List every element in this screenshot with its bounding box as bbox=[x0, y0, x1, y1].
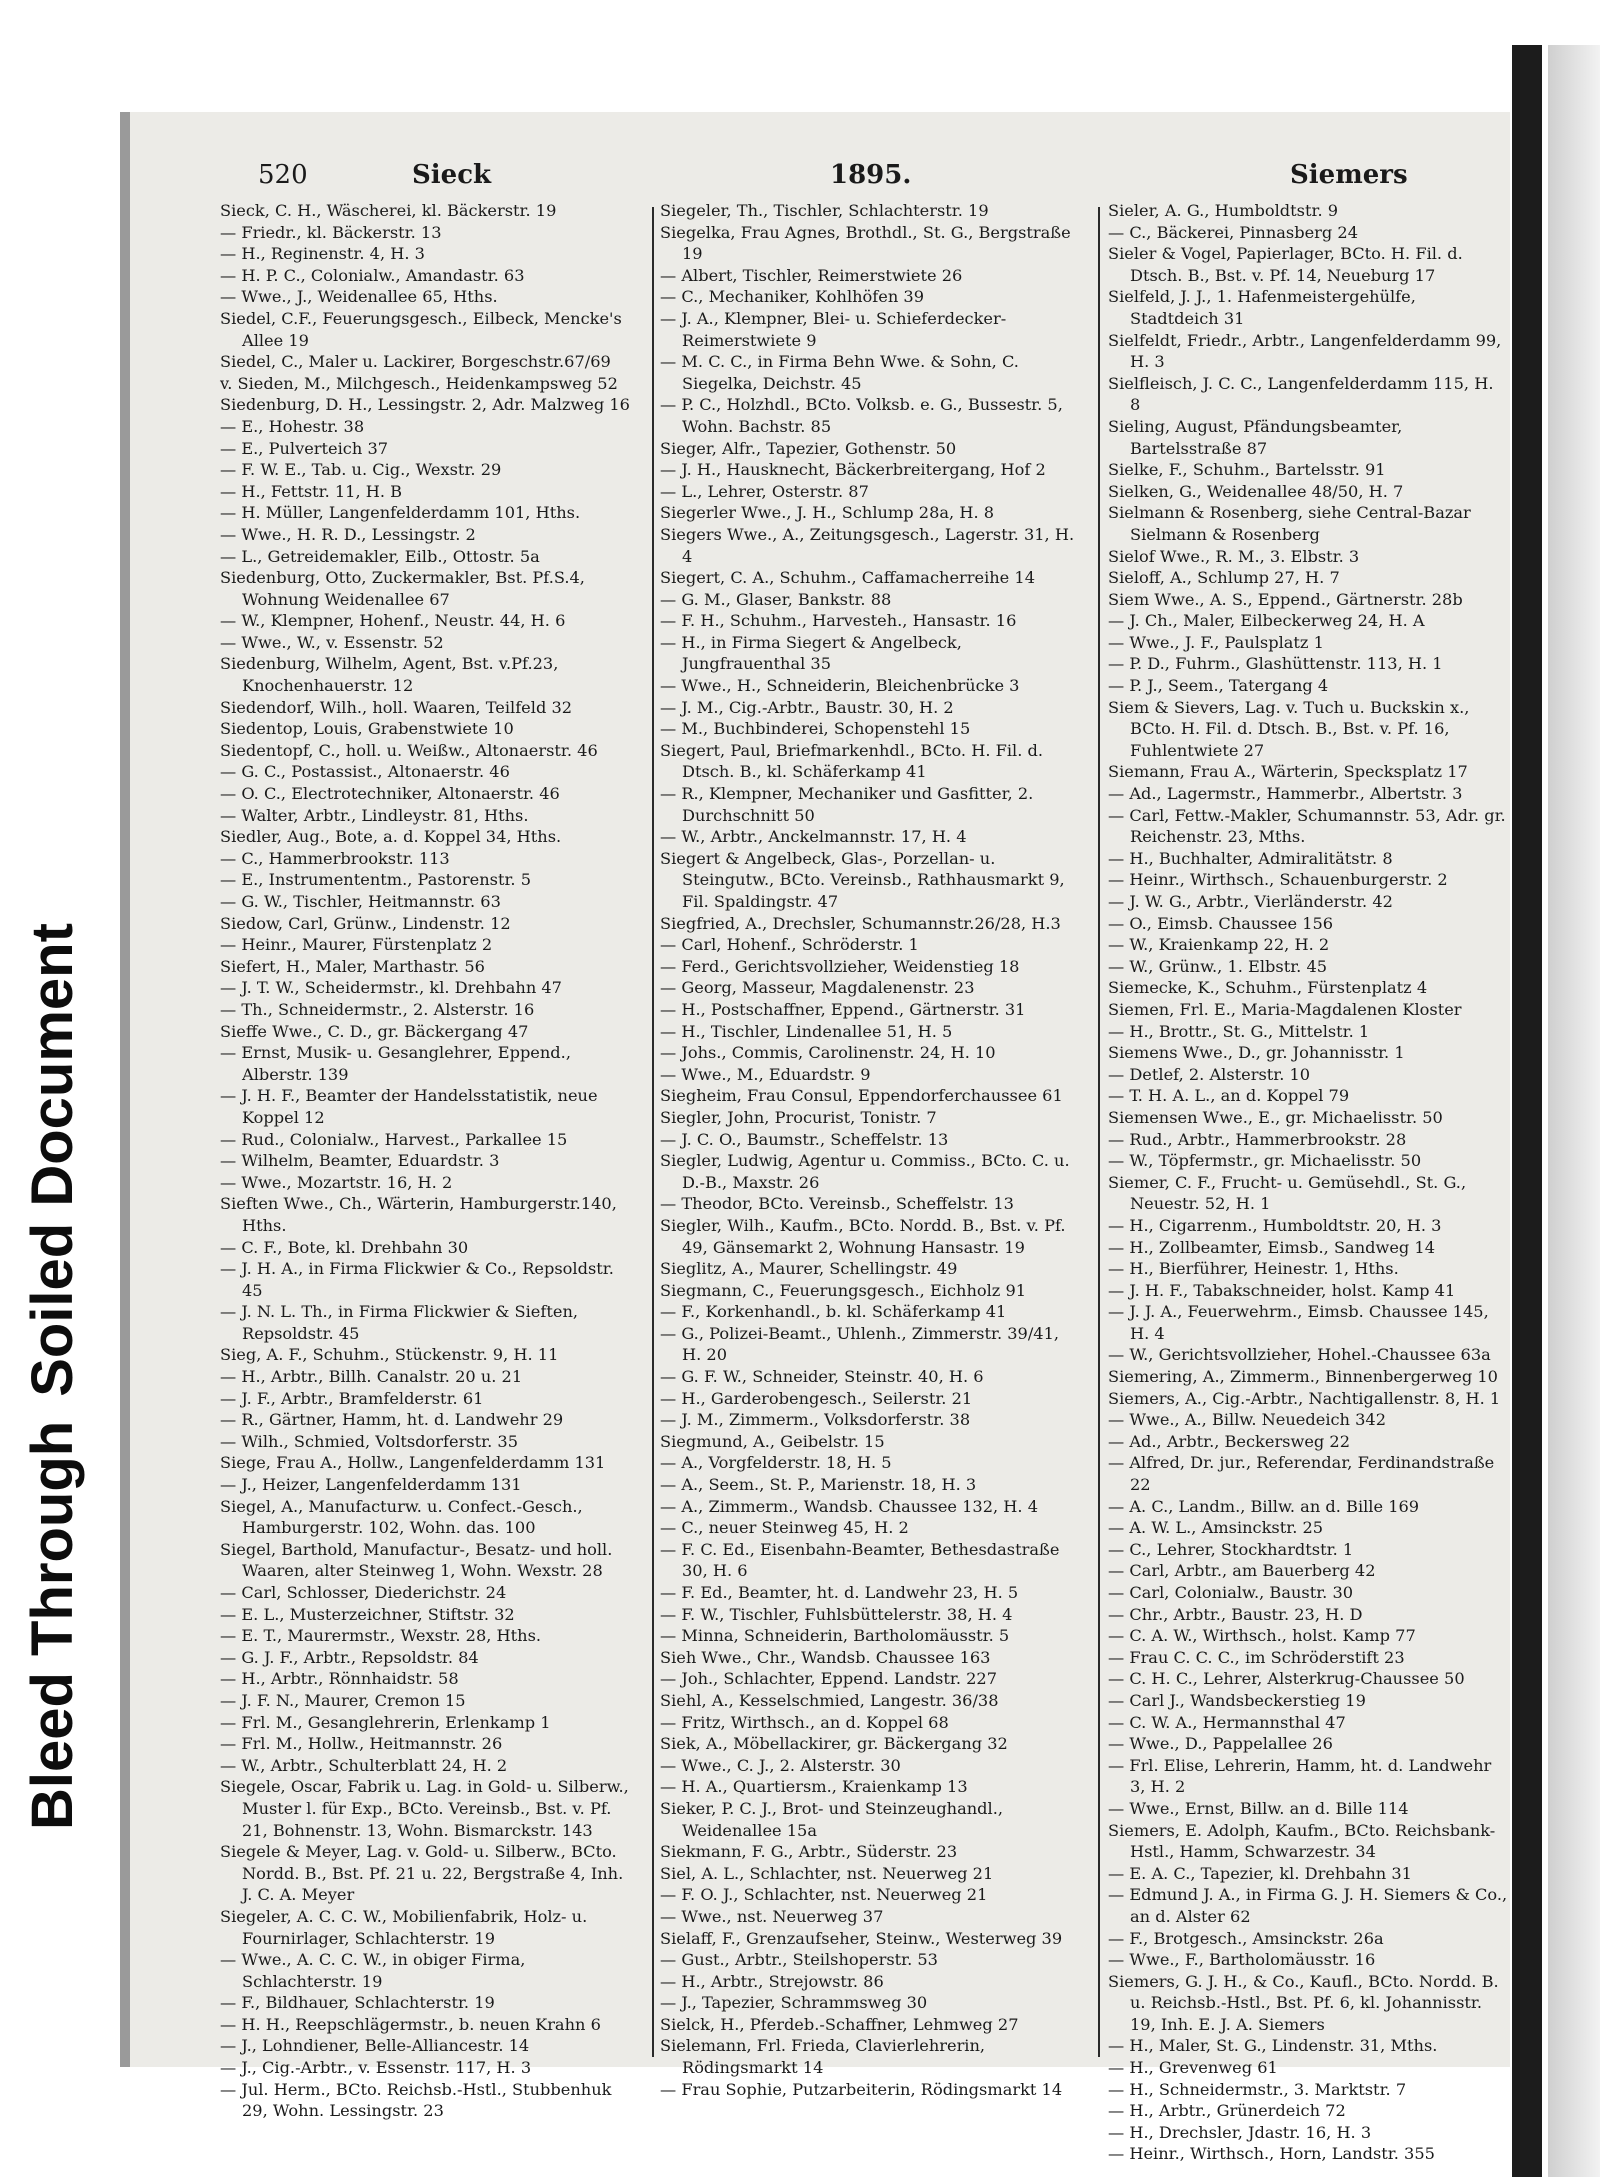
directory-entry: Siegel, Barthold, Manufactur-, Besatz- und holl. Waaren, alter Steinweg 1, Wohn. Wexstr. 28 bbox=[220, 1539, 613, 1581]
directory-entry: — Albert, Tischler, Reimerstwiete 26 bbox=[660, 265, 963, 285]
directory-entry: — Fritz, Wirthsch., an d. Koppel 68 bbox=[660, 1712, 949, 1732]
directory-page bbox=[130, 112, 1510, 2164]
directory-entry: — H. P. C., Colonialw., Amandastr. 63 bbox=[220, 265, 525, 285]
directory-entry: — F., Bildhauer, Schlachterstr. 19 bbox=[220, 1993, 495, 2013]
directory-entry: — J. F. N., Maurer, Cremon 15 bbox=[220, 1690, 466, 1710]
directory-entry: — Heinr., Wirthsch., Schauenburgerstr. 2 bbox=[1108, 870, 1448, 890]
directory-entry: — H., Garderobengesch., Seilerstr. 21 bbox=[660, 1388, 973, 1408]
directory-entry: — M. C. C., in Firma Behn Wwe. & Sohn, C. Siegelka, Deichstr. 45 bbox=[660, 352, 1019, 393]
directory-entry: v. Sieden, M., Milchgesch., Heidenkampsweg 52 bbox=[220, 373, 618, 393]
directory-entry: — Johs., Commis, Carolinenstr. 24, H. 10 bbox=[660, 1043, 996, 1063]
directory-entry: Sieg, A. F., Schuhm., Stückenstr. 9, H. 11 bbox=[220, 1345, 559, 1365]
directory-entry: Siem Wwe., A. S., Eppend., Gärtnerstr. 28b bbox=[1108, 589, 1463, 609]
directory-entry: — C. A. W., Wirthsch., holst. Kamp 77 bbox=[1108, 1626, 1416, 1646]
directory-entry: — H., Reginenstr. 4, H. 3 bbox=[220, 244, 425, 264]
directory-entry: Siedentopf, C., holl. u. Weißw., Altonaerstr. 46 bbox=[220, 740, 598, 760]
directory-entry: Sieglitz, A., Maurer, Schellingstr. 49 bbox=[660, 1259, 958, 1279]
directory-entry: — M., Buchbinderei, Schopenstehl 15 bbox=[660, 719, 971, 739]
directory-entry: Sielaff, F., Grenzaufseher, Steinw., Westerweg 39 bbox=[660, 1928, 1063, 1948]
directory-entry: Siehl, A., Kesselschmied, Langestr. 36/38 bbox=[660, 1690, 999, 1710]
directory-entry: — Carl, Arbtr., am Bauerberg 42 bbox=[1108, 1561, 1376, 1581]
page-header bbox=[130, 160, 1510, 200]
directory-entry: — H., Bierführer, Heinestr. 1, Hths. bbox=[1108, 1259, 1399, 1279]
directory-entry: — Wwe., M., Eduardstr. 9 bbox=[660, 1064, 871, 1084]
directory-entry: — E., Pulverteich 37 bbox=[220, 438, 389, 458]
directory-entry: Siemen, Frl. E., Maria-Magdalenen Kloster bbox=[1108, 999, 1462, 1019]
directory-entry: — H., Drechsler, Jdastr. 16, H. 3 bbox=[1108, 2122, 1372, 2142]
directory-entry: — C., Hammerbrookstr. 113 bbox=[220, 848, 450, 868]
directory-entry: — C. W. A., Hermannsthal 47 bbox=[1108, 1712, 1346, 1732]
directory-entry: — H., Arbtr., Grünerdeich 72 bbox=[1108, 2101, 1346, 2121]
directory-entry: Siegfried, A., Drechsler, Schumannstr.26/28, H.3 bbox=[660, 913, 1061, 933]
directory-entry: — H., Brottr., St. G., Mittelstr. 1 bbox=[1108, 1021, 1370, 1041]
directory-entry: — A. C., Landm., Billw. an d. Bille 169 bbox=[1108, 1496, 1420, 1516]
scan-edge-bar bbox=[1512, 45, 1542, 2177]
directory-entry: Sieler, A. G., Humboldtstr. 9 bbox=[1108, 201, 1339, 220]
directory-entry: — L., Lehrer, Osterstr. 87 bbox=[660, 481, 869, 501]
directory-entry: — J. H. F., Tabakschneider, holst. Kamp 41 bbox=[1108, 1280, 1456, 1300]
directory-entry: — Georg, Masseur, Magdalenenstr. 23 bbox=[660, 978, 975, 998]
directory-entry: — F. W. E., Tab. u. Cig., Wexstr. 29 bbox=[220, 460, 502, 480]
directory-entry: — H., Cigarrenm., Humboldtstr. 20, H. 3 bbox=[1108, 1215, 1442, 1235]
directory-entry: Sielck, H., Pferdeb.-Schaffner, Lehmweg 27 bbox=[660, 2014, 1019, 2034]
directory-entry: — H., Arbtr., Billh. Canalstr. 20 u. 21 bbox=[220, 1367, 523, 1387]
directory-entry: Sieker, P. C. J., Brot- und Steinzeughandl., Weidenallee 15a bbox=[660, 1798, 1004, 1840]
directory-entry: Siegmund, A., Geibelstr. 15 bbox=[660, 1431, 885, 1451]
directory-entry: Siegler, Wilh., Kaufm., BCto. Nordd. B., Bst. v. Pf. 49, Gänsemarkt 2, Wohnung Hansastr. 19 bbox=[660, 1215, 1066, 1257]
directory-entry: — W., Töpfermstr., gr. Michaelisstr. 50 bbox=[1108, 1151, 1422, 1171]
directory-entry: Sielfeldt, Friedr., Arbtr., Langenfelderdamm 99, H. 3 bbox=[1108, 330, 1502, 372]
directory-entry: — H., Buchhalter, Admiralitätstr. 8 bbox=[1108, 848, 1393, 868]
directory-entry: Sielfeld, J. J., 1. Hafenmeistergehülfe, Stadtdeich 31 bbox=[1108, 287, 1416, 328]
directory-entry: — F. H., Schuhm., Harvesteh., Hansastr. 16 bbox=[660, 611, 1017, 631]
directory-entry: Siek, A., Möbellackirer, gr. Bäckergang 32 bbox=[660, 1734, 1008, 1754]
directory-entry: — A., Vorgfelderstr. 18, H. 5 bbox=[660, 1453, 892, 1473]
directory-column-2 bbox=[660, 200, 1078, 2099]
directory-entry: — C., neuer Steinweg 45, H. 2 bbox=[660, 1518, 909, 1538]
directory-entry: Siedow, Carl, Grünw., Lindenstr. 12 bbox=[220, 913, 511, 933]
directory-entry: — Ferd., Gerichtsvollzieher, Weidenstieg 18 bbox=[660, 956, 1020, 976]
directory-entry: — O., Eimsb. Chaussee 156 bbox=[1108, 913, 1334, 933]
directory-entry: — J. J. A., Feuerwehrm., Eimsb. Chaussee 145, H. 4 bbox=[1108, 1302, 1489, 1343]
directory-entry: — W., Kraienkamp 22, H. 2 bbox=[1108, 935, 1330, 955]
directory-entry: Siefert, H., Maler, Marthastr. 56 bbox=[220, 956, 485, 976]
directory-entry: Siegeler, Th., Tischler, Schlachterstr. 19 bbox=[660, 201, 989, 220]
directory-entry: — Frau Sophie, Putzarbeiterin, Rödingsmarkt 14 bbox=[660, 2079, 1063, 2099]
directory-entry: — L., Getreidemakler, Eilb., Ottostr. 5a bbox=[220, 546, 540, 566]
directory-entry: Sielken, G., Weidenallee 48/50, H. 7 bbox=[1108, 481, 1404, 501]
header-year: 1895. bbox=[830, 160, 912, 190]
directory-entry: Sieger, Alfr., Tapezier, Gothenstr. 50 bbox=[660, 438, 957, 458]
directory-entry: — H., Zollbeamter, Eimsb., Sandweg 14 bbox=[1108, 1237, 1436, 1257]
directory-entry: — E., Hohestr. 38 bbox=[220, 416, 365, 436]
directory-entry: Siedendorf, Wilh., holl. Waaren, Teilfeld 32 bbox=[220, 697, 573, 717]
directory-entry: — Carl, Schlosser, Diederichstr. 24 bbox=[220, 1583, 507, 1602]
directory-entry: Siegheim, Frau Consul, Eppendorferchaussee 61 bbox=[660, 1086, 1063, 1106]
directory-entry: — C., Mechaniker, Kohlhöfen 39 bbox=[660, 287, 925, 307]
directory-entry: Siemann, Frau A., Wärterin, Specksplatz 17 bbox=[1108, 762, 1468, 782]
directory-entry: — C. F., Bote, kl. Drehbahn 30 bbox=[220, 1237, 469, 1257]
directory-entry: Sieloff, A., Schlump 27, H. 7 bbox=[1108, 568, 1340, 588]
directory-entry: — H., Arbtr., Rönnhaidstr. 58 bbox=[220, 1669, 459, 1689]
header-left-keyword: Sieck bbox=[412, 160, 492, 190]
directory-entry: — Wwe., H. R. D., Lessingstr. 2 bbox=[220, 524, 476, 544]
directory-entry: — F. Ed., Beamter, ht. d. Landwehr 23, H. 5 bbox=[660, 1583, 1019, 1602]
directory-entry: — C. H. C., Lehrer, Alsterkrug-Chaussee 50 bbox=[1108, 1669, 1465, 1689]
directory-entry: — E. A. C., Tapezier, kl. Drehbahn 31 bbox=[1108, 1863, 1412, 1883]
header-right-keyword: Siemers bbox=[1290, 160, 1408, 190]
directory-entry: — Joh., Schlachter, Eppend. Landstr. 227 bbox=[660, 1669, 998, 1689]
directory-entry: Sieler & Vogel, Papierlager, BCto. H. Fil. d. Dtsch. B., Bst. v. Pf. 14, Neueburg 17 bbox=[1108, 244, 1463, 285]
directory-entry: — Wwe., Mozartstr. 16, H. 2 bbox=[220, 1172, 453, 1192]
directory-entry: — Frl. M., Hollw., Heitmannstr. 26 bbox=[220, 1734, 503, 1754]
directory-entry: — Minna, Schneiderin, Bartholomäusstr. 5 bbox=[660, 1626, 1010, 1646]
directory-entry: — Frl. M., Gesanglehrerin, Erlenkamp 1 bbox=[220, 1712, 551, 1732]
column-divider bbox=[652, 207, 654, 2057]
directory-entry: Siege, Frau A., Hollw., Langenfelderdamm 131 bbox=[220, 1453, 606, 1473]
directory-entry: Sieck, C. H., Wäscherei, kl. Bäckerstr. 19 bbox=[220, 201, 557, 220]
directory-entry: — R., Gärtner, Hamm, ht. d. Landwehr 29 bbox=[220, 1410, 564, 1430]
directory-entry: — Frau C. C. C., im Schröderstift 23 bbox=[1108, 1647, 1405, 1667]
directory-entry: — H. A., Quartiersm., Kraienkamp 13 bbox=[660, 1777, 968, 1797]
directory-entry: — Wwe., A., Billw. Neuedeich 342 bbox=[1108, 1410, 1387, 1430]
directory-entry: Siedel, C.F., Feuerungsgesch., Eilbeck, Mencke's Allee 19 bbox=[220, 308, 622, 350]
directory-entry: — E., Instrumententm., Pastorenstr. 5 bbox=[220, 870, 532, 890]
directory-entry: — Frl. Elise, Lehrerin, Hamm, ht. d. Landwehr 3, H. 2 bbox=[1108, 1755, 1492, 1797]
directory-entry: — F. W., Tischler, Fuhlsbüttelerstr. 38, H. 4 bbox=[660, 1604, 1013, 1624]
directory-entry: — Wwe., C. J., 2. Alsterstr. 30 bbox=[660, 1755, 901, 1775]
directory-entry: — W., Gerichtsvollzieher, Hohel.-Chaussee 63a bbox=[1108, 1345, 1491, 1365]
directory-entry: — G. C., Postassist., Altonaerstr. 46 bbox=[220, 762, 510, 782]
directory-entry: — J. N. L. Th., in Firma Flickwier & Sieften, Repsoldstr. 45 bbox=[220, 1302, 579, 1343]
directory-entry: Sieh Wwe., Chr., Wandsb. Chaussee 163 bbox=[660, 1647, 991, 1667]
directory-entry: Sielemann, Frl. Frieda, Clavierlehrerin, Rödingsmarkt 14 bbox=[660, 2036, 986, 2078]
directory-entry: — H., Arbtr., Strejowstr. 86 bbox=[660, 1971, 884, 1991]
directory-entry: Siemers, G. J. H., & Co., Kaufl., BCto. Nordd. B. u. Reichsb.-Hstl., Bst. Pf. 6, kl. Johannisstr. 19, Inh. E. J. A. Siemers bbox=[1108, 1971, 1499, 2034]
directory-entry: Sielke, F., Schuhm., Bartelsstr. 91 bbox=[1108, 460, 1386, 480]
directory-entry: Siegelka, Frau Agnes, Brothdl., St. G., Bergstraße 19 bbox=[660, 222, 1071, 264]
directory-entry: — Wwe., A. C. C. W., in obiger Firma, Schlachterstr. 19 bbox=[220, 1950, 526, 1991]
directory-entry: — O. C., Electrotechniker, Altonaerstr. 46 bbox=[220, 784, 560, 804]
directory-entry: — Carl, Colonialw., Baustr. 30 bbox=[1108, 1583, 1354, 1602]
directory-entry: Siegeler, A. C. C. W., Mobilienfabrik, Holz- u. Fournirlager, Schlachterstr. 19 bbox=[220, 1906, 588, 1948]
directory-entry: — H., Tischler, Lindenallee 51, H. 5 bbox=[660, 1021, 953, 1041]
directory-entry: — G., Polizei-Beamt., Uhlenh., Zimmerstr. 39/41, H. 20 bbox=[660, 1323, 1060, 1365]
directory-entry: Siegel, A., Manufacturw. u. Confect.-Gesch., Hamburgerstr. 102, Wohn. das. 100 bbox=[220, 1496, 583, 1538]
directory-entry: — J. M., Zimmerm., Volksdorferstr. 38 bbox=[660, 1410, 971, 1430]
directory-entry: Sielfleisch, J. C. C., Langenfelderdamm 115, H. 8 bbox=[1108, 373, 1494, 415]
scan-edge-margin bbox=[1548, 45, 1600, 2177]
directory-entry: — Wwe., Ernst, Billw. an d. Bille 114 bbox=[1108, 1798, 1409, 1818]
directory-entry: Siegert, Paul, Briefmarkenhdl., BCto. H. Fil. d. Dtsch. B., kl. Schäferkamp 41 bbox=[660, 740, 1043, 782]
directory-entry: — Edmund J. A., in Firma G. J. H. Siemers & Co., an d. Alster 62 bbox=[1108, 1885, 1508, 1926]
directory-entry: Siemering, A., Zimmerm., Binnenbergerweg 10 bbox=[1108, 1367, 1498, 1387]
directory-entry: Siegerler Wwe., J. H., Schlump 28a, H. 8 bbox=[660, 503, 995, 523]
directory-entry: — J., Heizer, Langenfelderdamm 131 bbox=[220, 1475, 522, 1495]
directory-entry: — Wilh., Schmied, Voltsdorferstr. 35 bbox=[220, 1431, 518, 1451]
directory-entry: Sieling, August, Pfändungsbeamter, Bartelsstraße 87 bbox=[1108, 416, 1403, 458]
directory-entry: — J. W. G., Arbtr., Vierländerstr. 42 bbox=[1108, 892, 1393, 911]
page-left-shadow bbox=[120, 112, 130, 2067]
directory-entry: — Th., Schneidermstr., 2. Alsterstr. 16 bbox=[220, 999, 535, 1019]
directory-entry: — W., Arbtr., Schulterblatt 24, H. 2 bbox=[220, 1755, 508, 1775]
watermark-line-1: Bleed Through bbox=[20, 1420, 85, 1830]
directory-entry: — Rud., Arbtr., Hammerbrookstr. 28 bbox=[1108, 1129, 1407, 1149]
directory-entry: Siekmann, F. G., Arbtr., Süderstr. 23 bbox=[660, 1842, 958, 1862]
directory-entry: Siemecke, K., Schuhm., Fürstenplatz 4 bbox=[1108, 978, 1428, 998]
directory-entry: Sielof Wwe., R. M., 3. Elbstr. 3 bbox=[1108, 546, 1360, 566]
directory-entry: Siedentop, Louis, Grabenstwiete 10 bbox=[220, 719, 514, 739]
directory-entry: Siegele, Oscar, Fabrik u. Lag. in Gold- u. Silberw., Muster l. für Exp., BCto. Vereinsb., Bst. v. Pf. 21, Bohnenstr. 13, Wohn. Bismarckstr. 143 bbox=[220, 1777, 629, 1840]
directory-entry: — J. F., Arbtr., Bramfelderstr. 61 bbox=[220, 1388, 484, 1408]
directory-entry: — F. C. Ed., Eisenbahn-Beamter, Bethesdastraße 30, H. 6 bbox=[660, 1539, 1060, 1581]
directory-entry: — Wwe., D., Pappelallee 26 bbox=[1108, 1734, 1333, 1754]
directory-entry: — Jul. Herm., BCto. Reichsb.-Hstl., Stubbenhuk 29, Wohn. Lessingstr. 23 bbox=[220, 2079, 612, 2121]
column-divider bbox=[1098, 207, 1100, 2057]
directory-entry: — J. Ch., Maler, Eilbeckerweg 24, H. A bbox=[1108, 611, 1425, 631]
directory-entry: — J. C. O., Baumstr., Scheffelstr. 13 bbox=[660, 1129, 949, 1149]
directory-entry: — Walter, Arbtr., Lindleystr. 81, Hths. bbox=[220, 805, 529, 825]
directory-entry: Siedler, Aug., Bote, a. d. Koppel 34, Hths. bbox=[220, 827, 562, 847]
directory-entry: — Wwe., J., Weidenallee 65, Hths. bbox=[220, 287, 498, 307]
directory-entry: — F. O. J., Schlachter, nst. Neuerweg 21 bbox=[660, 1885, 988, 1905]
directory-entry: — P. C., Holzhdl., BCto. Volksb. e. G., Bussestr. 5, Wohn. Bachstr. 85 bbox=[660, 395, 1063, 436]
directory-entry: — J. H. F., Beamter der Handelsstatistik, neue Koppel 12 bbox=[220, 1086, 598, 1127]
directory-column-3 bbox=[1108, 200, 1508, 2164]
directory-entry: — J. T. W., Scheidermstr., kl. Drehbahn 47 bbox=[220, 978, 562, 998]
directory-entry: Siegmann, C., Feuerungsgesch., Eichholz 91 bbox=[660, 1280, 1027, 1300]
directory-entry: — F., Brotgesch., Amsinckstr. 26a bbox=[1108, 1928, 1384, 1948]
directory-entry: — J. H. A., in Firma Flickwier & Co., Repsoldstr. 45 bbox=[220, 1259, 614, 1300]
directory-entry: — J., Cig.-Arbtr., v. Essenstr. 117, H. 3 bbox=[220, 2058, 532, 2078]
directory-entry: — Wilhelm, Beamter, Eduardstr. 3 bbox=[220, 1151, 500, 1171]
directory-entry: Siemers, E. Adolph, Kaufm., BCto. Reichsbank-Hstl., Hamm, Schwarzestr. 34 bbox=[1108, 1820, 1496, 1862]
directory-entry: Siemers, A., Cig.-Arbtr., Nachtigallenstr. 8, H. 1 bbox=[1108, 1388, 1501, 1408]
directory-entry: — E. T., Maurermstr., Wexstr. 28, Hths. bbox=[220, 1626, 542, 1646]
directory-entry: — Ad., Lagermstr., Hammerbr., Albertstr. 3 bbox=[1108, 784, 1463, 804]
directory-entry: — G. M., Glaser, Bankstr. 88 bbox=[660, 589, 892, 609]
directory-entry: — G. F. W., Schneider, Steinstr. 40, H. 6 bbox=[660, 1367, 984, 1387]
directory-entry: — P. D., Fuhrm., Glashüttenstr. 113, H. 1 bbox=[1108, 654, 1443, 674]
directory-entry: — J., Tapezier, Schrammsweg 30 bbox=[660, 1993, 928, 2013]
directory-entry: — G. J. F., Arbtr., Repsoldstr. 84 bbox=[220, 1647, 479, 1667]
directory-entry: — W., Grünw., 1. Elbstr. 45 bbox=[1108, 956, 1328, 976]
directory-entry: — Ernst, Musik- u. Gesanglehrer, Eppend., Alberstr. 139 bbox=[220, 1043, 571, 1084]
directory-entry: — J., Lohndiener, Belle-Alliancestr. 14 bbox=[220, 2036, 530, 2056]
watermark-line-2: Soiled Document bbox=[20, 923, 85, 1397]
directory-entry: — J. H., Hausknecht, Bäckerbreitergang, Hof 2 bbox=[660, 460, 1046, 480]
page-number: 520 bbox=[258, 160, 308, 190]
directory-entry: — F., Korkenhandl., b. kl. Schäferkamp 41 bbox=[660, 1302, 1007, 1322]
directory-entry: — J. A., Klempner, Blei- u. Schieferdecker-Reimerstwiete 9 bbox=[660, 308, 1007, 350]
directory-entry: — Carl, Fettw.-Makler, Schumannstr. 53, Adr. gr. Reichenstr. 23, Mths. bbox=[1108, 805, 1506, 847]
directory-entry: — Wwe., F., Bartholomäusstr. 16 bbox=[1108, 1950, 1376, 1970]
directory-entry: Siem & Sievers, Lag. v. Tuch u. Buckskin x., BCto. H. Fil. d. Dtsch. B., Bst. v. Pf. 16, Fuhlentwiete 27 bbox=[1108, 697, 1470, 760]
directory-entry: Siegert, C. A., Schuhm., Caffamacherreihe 14 bbox=[660, 568, 1036, 588]
directory-entry: — Wwe., H., Schneiderin, Bleichenbrücke 3 bbox=[660, 676, 1020, 696]
directory-entry: — Theodor, BCto. Vereinsb., Scheffelstr. 13 bbox=[660, 1194, 1014, 1214]
directory-entry: — H., in Firma Siegert & Angelbeck, Jungfrauenthal 35 bbox=[660, 632, 962, 674]
directory-entry: — J. M., Cig.-Arbtr., Baustr. 30, H. 2 bbox=[660, 697, 954, 717]
directory-entry: — C., Lehrer, Stockhardtstr. 1 bbox=[1108, 1539, 1354, 1559]
directory-entry: — Ad., Arbtr., Beckersweg 22 bbox=[1108, 1431, 1351, 1451]
directory-entry: — Alfred, Dr. jur., Referendar, Ferdinandstraße 22 bbox=[1108, 1453, 1495, 1495]
directory-entry: — Heinr., Wirthsch., Horn, Landstr. 355 bbox=[1108, 2144, 1435, 2164]
directory-entry: — Wwe., J. F., Paulsplatz 1 bbox=[1108, 632, 1324, 652]
directory-entry: — Wwe., W., v. Essenstr. 52 bbox=[220, 632, 444, 652]
directory-entry: Sieften Wwe., Ch., Wärterin, Hamburgerstr.140, Hths. bbox=[220, 1194, 617, 1235]
directory-entry: — G. W., Tischler, Heitmannstr. 63 bbox=[220, 892, 501, 911]
directory-entry: Sieffe Wwe., C. D., gr. Bäckergang 47 bbox=[220, 1021, 529, 1041]
directory-entry: Siegler, Ludwig, Agentur u. Commiss., BCto. C. u. D.-B., Maxstr. 26 bbox=[660, 1151, 1070, 1192]
directory-entry: — E. L., Musterzeichner, Stiftstr. 32 bbox=[220, 1604, 515, 1624]
directory-entry: Siemensen Wwe., E., gr. Michaelisstr. 50 bbox=[1108, 1107, 1443, 1127]
directory-entry: — H., Schneidermstr., 3. Marktstr. 7 bbox=[1108, 2079, 1407, 2099]
directory-entry: Siedenburg, Wilhelm, Agent, Bst. v.Pf.23, Knochenhauerstr. 12 bbox=[220, 654, 559, 696]
directory-entry: — Heinr., Maurer, Fürstenplatz 2 bbox=[220, 935, 493, 955]
directory-entry: — Detlef, 2. Alsterstr. 10 bbox=[1108, 1064, 1311, 1084]
directory-entry: Siegers Wwe., A., Zeitungsgesch., Lagerstr. 31, H. 4 bbox=[660, 524, 1075, 566]
directory-entry: — P. J., Seem., Tatergang 4 bbox=[1108, 676, 1329, 696]
directory-entry: Siemens Wwe., D., gr. Johannisstr. 1 bbox=[1108, 1043, 1405, 1063]
directory-entry: Siegler, John, Procurist, Tonistr. 7 bbox=[660, 1107, 937, 1127]
directory-entry: Sielmann & Rosenberg, siehe Central-Bazar Sielmann & Rosenberg bbox=[1108, 503, 1471, 544]
directory-entry: — C., Bäckerei, Pinnasberg 24 bbox=[1108, 222, 1359, 242]
directory-entry: Siegele & Meyer, Lag. v. Gold- u. Silberw., BCto. Nordd. B., Bst. Pf. 21 u. 22, Bergstraße 4, Inh. J. C. A. Meyer bbox=[220, 1842, 624, 1905]
directory-entry: — H. H., Reepschlägermstr., b. neuen Krahn 6 bbox=[220, 2014, 601, 2034]
directory-entry: Siemer, C. F., Frucht- u. Gemüsehdl., St. G., Neuestr. 52, H. 1 bbox=[1108, 1172, 1467, 1214]
directory-entry: — Wwe., nst. Neuerweg 37 bbox=[660, 1906, 884, 1926]
directory-entry: — T. H. A. L., an d. Koppel 79 bbox=[1108, 1086, 1350, 1106]
directory-entry: Siegert & Angelbeck, Glas-, Porzellan- u. Steingutw., BCto. Vereinsb., Rathhausmarkt 9, Fil. Spaldingstr. 47 bbox=[660, 848, 1065, 911]
directory-entry: — A. W. L., Amsinckstr. 25 bbox=[1108, 1518, 1324, 1538]
directory-entry: — Carl J., Wandsbeckerstieg 19 bbox=[1108, 1690, 1366, 1710]
soiled-document-watermark bbox=[8, 923, 85, 1830]
directory-entry: — Carl, Hohenf., Schröderstr. 1 bbox=[660, 935, 919, 955]
directory-entry: — H., Maler, St. G., Lindenstr. 31, Mths. bbox=[1108, 2036, 1438, 2056]
directory-entry: — H., Grevenweg 61 bbox=[1108, 2058, 1278, 2078]
directory-entry: — W., Klempner, Hohenf., Neustr. 44, H. 6 bbox=[220, 611, 566, 631]
directory-entry: — H., Fettstr. 11, H. B bbox=[220, 481, 403, 501]
directory-entry: Siedenburg, Otto, Zuckermakler, Bst. Pf.S.4, Wohnung Weidenallee 67 bbox=[220, 568, 585, 609]
directory-entry: — R., Klempner, Mechaniker und Gasfitter, 2. Durchschnitt 50 bbox=[660, 784, 1034, 825]
directory-entry: — Chr., Arbtr., Baustr. 23, H. D bbox=[1108, 1604, 1363, 1624]
directory-entry: — Gust., Arbtr., Steilshoperstr. 53 bbox=[660, 1950, 938, 1970]
directory-entry: — H. Müller, Langenfelderdamm 101, Hths. bbox=[220, 503, 581, 523]
directory-entry: Siedel, C., Maler u. Lackirer, Borgeschstr.67/69 bbox=[220, 352, 611, 372]
directory-entry: Siedenburg, D. H., Lessingstr. 2, Adr. Malzweg 16 bbox=[220, 395, 630, 415]
directory-entry: — H., Postschaffner, Eppend., Gärtnerstr. 31 bbox=[660, 999, 1026, 1019]
directory-column-1 bbox=[220, 200, 632, 2121]
directory-entry: — Rud., Colonialw., Harvest., Parkallee 15 bbox=[220, 1129, 568, 1149]
directory-entry: — W., Arbtr., Anckelmannstr. 17, H. 4 bbox=[660, 827, 967, 847]
directory-entry: — A., Zimmerm., Wandsb. Chaussee 132, H. 4 bbox=[660, 1496, 1039, 1516]
directory-entry: — Friedr., kl. Bäckerstr. 13 bbox=[220, 222, 442, 242]
directory-entry: Siel, A. L., Schlachter, nst. Neuerweg 21 bbox=[660, 1863, 994, 1883]
directory-entry: — A., Seem., St. P., Marienstr. 18, H. 3 bbox=[660, 1475, 977, 1495]
